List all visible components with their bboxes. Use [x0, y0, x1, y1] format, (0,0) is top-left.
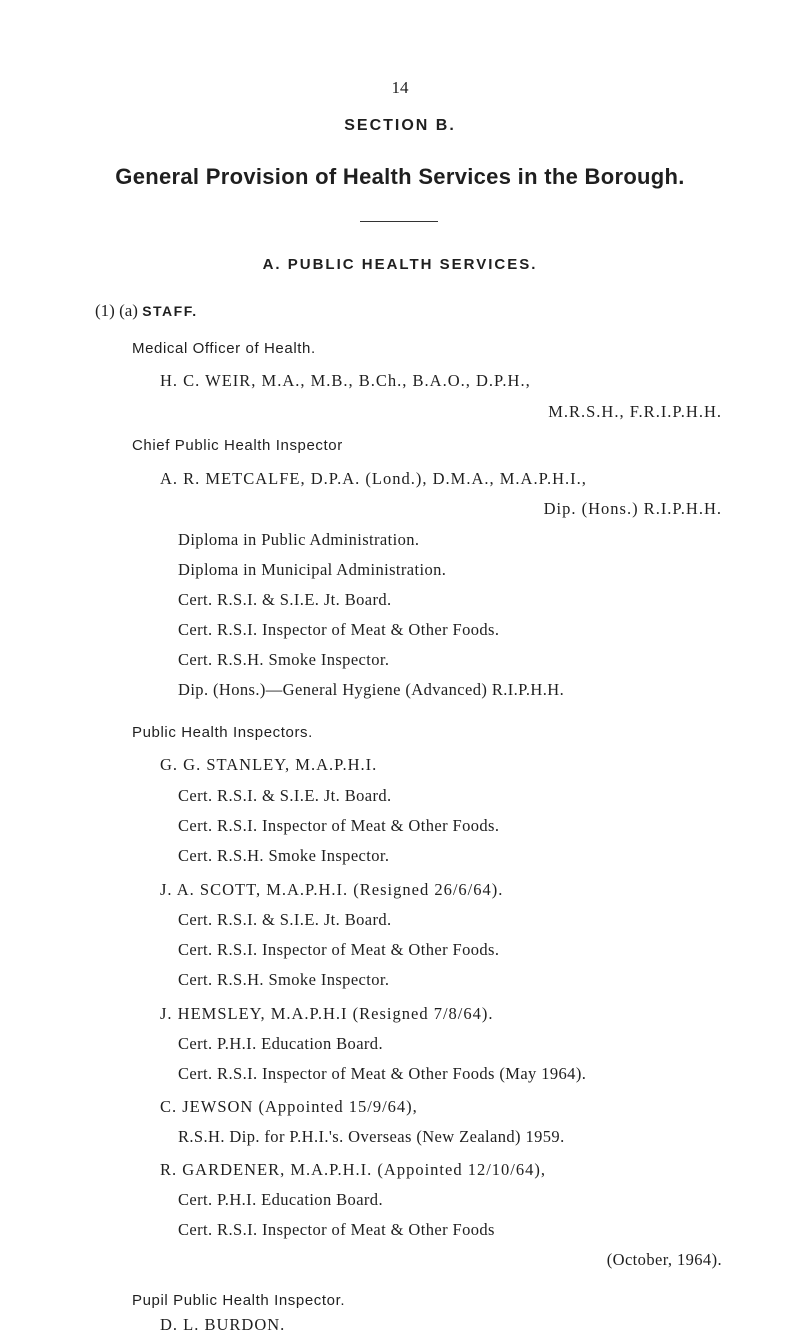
name-weir: H. C. WEIR, M.A., M.B., B.Ch., B.A.O., D.P.H.,: [160, 371, 531, 390]
qualification-line: Cert. R.S.I. Inspector of Meat & Other Foods.: [178, 620, 500, 639]
qualification-line: Cert. R.S.I. Inspector of Meat & Other Foods: [178, 1220, 495, 1239]
role-pupil-inspector: Pupil Public Health Inspector.: [132, 1292, 346, 1309]
qualification-line: Cert. R.S.I. Inspector of Meat & Other Foods.: [178, 940, 500, 959]
role-public-health-inspectors: Public Health Inspectors.: [132, 724, 313, 741]
qualification-line: Cert. R.S.H. Smoke Inspector.: [178, 846, 390, 865]
qualification-line: (October, 1964).: [606, 1250, 722, 1269]
qualification-line: Diploma in Municipal Administration.: [178, 560, 447, 579]
qualification-line: Cert. R.S.H. Smoke Inspector.: [178, 650, 390, 669]
qualification-line: Cert. R.S.I. Inspector of Meat & Other Foods (May 1964).: [178, 1064, 587, 1083]
page-number: 14: [391, 78, 409, 97]
role-medical-officer: Medical Officer of Health.: [132, 340, 316, 357]
name-jewson: C. JEWSON (Appointed 15/9/64),: [160, 1097, 418, 1116]
qualification-line: Cert. R.S.I. & S.I.E. Jt. Board.: [178, 910, 392, 929]
name-metcalfe-cont: Dip. (Hons.) R.I.P.H.H.: [543, 499, 722, 518]
qualification-line: Cert. P.H.I. Education Board.: [178, 1034, 383, 1053]
staff-number: (1) (a): [95, 301, 138, 320]
qualification-line: Cert. P.H.I. Education Board.: [178, 1190, 383, 1209]
name-burdon: D. L. BURDON.: [160, 1315, 286, 1334]
staff-label: STAFF.: [142, 303, 198, 319]
subsection-heading: A. PUBLIC HEALTH SERVICES.: [262, 256, 538, 273]
qualification-line: Cert. R.S.I. & S.I.E. Jt. Board.: [178, 786, 392, 805]
name-scott: J. A. SCOTT, M.A.P.H.I. (Resigned 26/6/64).: [160, 880, 504, 899]
section-label: SECTION B.: [344, 117, 456, 134]
qualification-line: Cert. R.S.H. Smoke Inspector.: [178, 970, 390, 989]
qualification-line: Cert. R.S.I. & S.I.E. Jt. Board.: [178, 590, 392, 609]
title-divider: [360, 221, 438, 222]
name-weir-cont: M.R.S.H., F.R.I.P.H.H.: [548, 402, 722, 421]
name-hemsley: J. HEMSLEY, M.A.P.H.I (Resigned 7/8/64).: [160, 1004, 494, 1023]
qualification-line: Cert. R.S.I. Inspector of Meat & Other Foods.: [178, 816, 500, 835]
name-stanley: G. G. STANLEY, M.A.P.H.I.: [160, 755, 378, 774]
role-chief-inspector: Chief Public Health Inspector: [132, 437, 343, 454]
name-gardener: R. GARDENER, M.A.P.H.I. (Appointed 12/10/64),: [160, 1160, 546, 1179]
name-metcalfe: A. R. METCALFE, D.P.A. (Lond.), D.M.A., M.A.P.H.I.,: [160, 469, 587, 488]
staff-heading: [95, 301, 198, 321]
qualification-line: Dip. (Hons.)—General Hygiene (Advanced) R.I.P.H.H.: [178, 680, 565, 699]
page-title: General Provision of Health Services in the Borough.: [115, 164, 685, 189]
qualification-line: Diploma in Public Administration.: [178, 530, 420, 549]
qualification-line: R.S.H. Dip. for P.H.I.'s. Overseas (New Zealand) 1959.: [178, 1127, 565, 1146]
